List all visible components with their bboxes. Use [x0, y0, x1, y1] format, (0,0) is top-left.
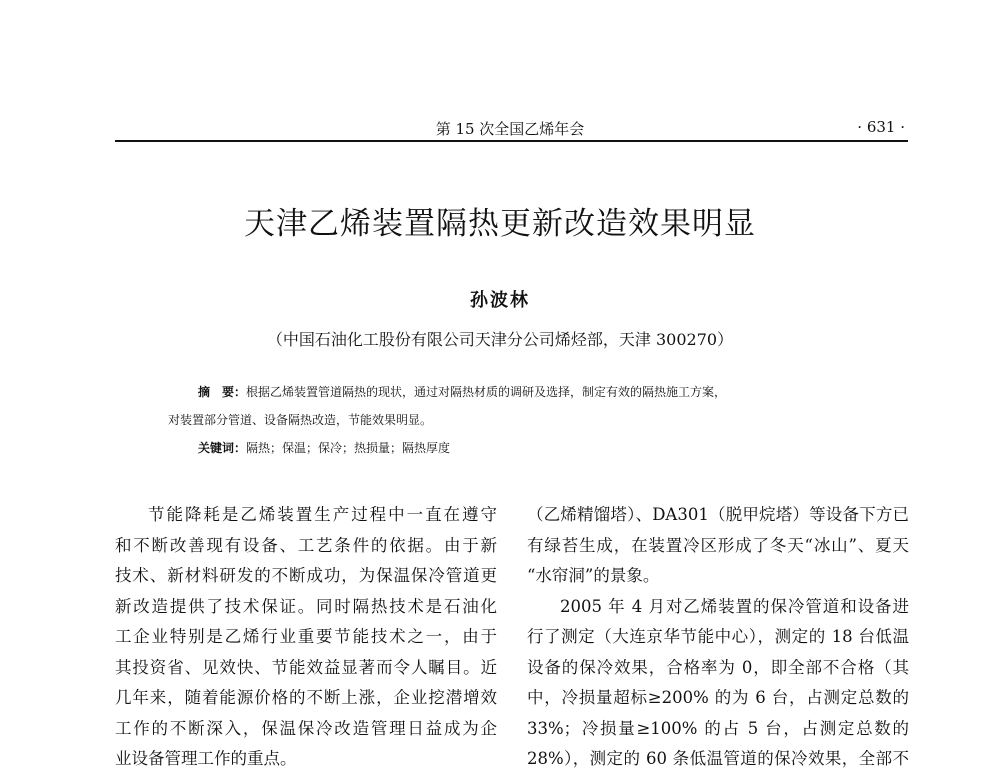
abstract-label: 摘 要：	[198, 385, 247, 399]
text-line: 技术、新材料研发的不断成功，为保温保冷管道更	[115, 566, 497, 585]
text-line: 有绿苔生成，在装置冷区形成了冬天“冰山”、夏天	[527, 535, 909, 555]
keywords-text: 隔热；保温；保冷；热损量；隔热厚度	[246, 441, 451, 455]
header-rule	[115, 140, 908, 142]
conference-name: 第 15 次全国乙烯年会	[435, 120, 585, 138]
text-line: 33%；冷损量≥100% 的占 5 台，占测定总数的	[527, 718, 909, 738]
author-name: 孙波林	[470, 290, 530, 311]
text-line: （乙烯精馏塔）、DA301（脱甲烷塔）等设备下方已	[527, 505, 909, 524]
keywords-label: 关键词：	[198, 441, 247, 455]
keywords-line	[198, 439, 450, 456]
body-column-right	[527, 500, 909, 775]
text-line: 2005 年 4 月对乙烯装置的保冷管道和设备进	[560, 596, 909, 616]
paper-title: 天津乙烯装置隔热更新改造效果明显	[244, 206, 756, 242]
text-line: 和不断改善现有设备、工艺条件的依据。由于新	[115, 535, 497, 555]
abstract-text-1: 根据乙烯装置管道隔热的现状，通过对隔热材质的调研及选择，制定有效的隔热施工方案，	[246, 385, 727, 399]
page-number: · 631 ·	[857, 118, 905, 136]
text-line: “水帘洞”的景象。	[527, 566, 660, 585]
text-line: 工作的不断深入，保温保冷改造管理日益成为企	[115, 718, 497, 738]
text-line: 其投资省、见效快、节能效益显著而令人瞩目。近	[115, 657, 497, 677]
text-line: 28%），测定的 60 条低温管道的保冷效果，全部不	[527, 749, 909, 768]
text-line: 行了测定（大连京华节能中心），测定的 18 台低温	[527, 627, 909, 646]
body-column-left	[115, 500, 497, 775]
abstract-line-2: 对装置部分管道、设备隔热改造，节能效果明显。	[168, 413, 433, 427]
text-line: 几年来，随着能源价格的不断上涨，企业挖潜增效	[115, 688, 497, 707]
text-line: 节能降耗是乙烯装置生产过程中一直在遵守	[148, 505, 497, 524]
text-line: 新改造提供了技术保证。同时隔热技术是石油化	[115, 596, 497, 616]
text-line: 工企业特别是乙烯行业重要节能技术之一，由于	[115, 627, 497, 646]
text-line: 设备的保冷效果，合格率为 0，即全部不合格（其	[527, 657, 909, 677]
running-header	[115, 118, 905, 142]
abstract-line-1	[198, 383, 726, 400]
text-line: 业设备管理工作的重点。	[115, 749, 297, 768]
affiliation: （中国石油化工股份有限公司天津分公司烯烃部，天津 300270）	[266, 330, 734, 349]
text-line: 中，冷损量超标≥200% 的为 6 台，占测定总数的	[527, 688, 909, 707]
